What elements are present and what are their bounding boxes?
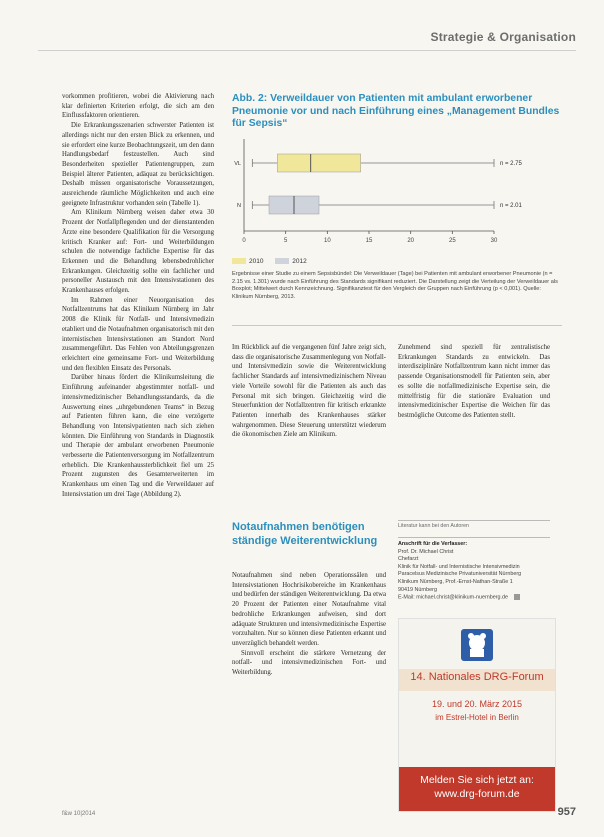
author-line: 90419 Nürnberg bbox=[398, 586, 437, 593]
page-number: 957 bbox=[557, 806, 576, 818]
drg-forum-advertisement[interactable] bbox=[398, 618, 556, 812]
author-line: Klinik für Notfall- und Internistische Intensivmedizin bbox=[398, 563, 520, 570]
ad-date: 19. und 20. März 2015 bbox=[431, 699, 523, 709]
x-tick-label: 20 bbox=[407, 238, 415, 244]
issue-label: f&w 10|2014 bbox=[62, 811, 96, 817]
section-heading: Notaufnahmen benötigen ständige Weiterentwicklung bbox=[232, 521, 378, 547]
paragraph: Am Klinikum Nürnberg weisen daher etwa 30 Prozent der Notfallpflegenden und der dienstantenden Ärzte eine besondere Qualifikation für die Versorgung kritisch Kranker auf: Fort- und Weiterbildungen schulen die notwendige fachliche Expertise für das Erkennen und die Behandlung lebensbedrohlicher Erkrankungen. Gleichzeitig sollte ein fachlicher und personeller Austausch mit den Intensivstationen des Krankenhauses erfolgen. bbox=[62, 209, 214, 295]
n-label: n = 2.01 bbox=[500, 203, 522, 209]
legend-item-2010 bbox=[232, 258, 263, 265]
series-label: N bbox=[237, 203, 241, 209]
author-line: Prof. Dr. Michael Christ bbox=[398, 548, 454, 555]
figure-label: Abb. 2: bbox=[232, 93, 268, 104]
author-email[interactable]: E-Mail: michael.christ@klinikum-nuernberg.de bbox=[398, 594, 550, 602]
paragraph: Sinnvoll erscheint die stärkere Vernetzung der notfall- und intensivmedizinischen Fort- und Weiterbildung. bbox=[232, 649, 386, 677]
figure-title-text: Verweildauer von Patienten mit ambulant erworbener Pneumonie vor und nach Einführung eines „Management Bundles für Sepsis“ bbox=[232, 93, 560, 130]
paragraph: Im Rahmen einer Neuorganisation des Notfallzentrums hat das Klinikum Nürnberg im Jahr 2008 die Klinik für Notfall- und Intensivmedizin etabliert und die Notaufnahmen organisatorisch mit den internistischen Intensivstationen am Standort Nord zusammengeführt. Das Fehlen von Abteilungsgrenzen erleichtert eine gemeinsame Fort- und Weiterbildung und den flexiblen Einsatz des Personals. bbox=[62, 296, 214, 372]
n-label: n = 2.75 bbox=[500, 161, 522, 167]
author-box bbox=[398, 537, 550, 602]
author-line: Klinikum Nürnberg, Prof.-Ernst-Nathan-Straße 1 bbox=[398, 578, 513, 585]
legend-label: 2010 bbox=[249, 258, 264, 265]
figure-divider bbox=[232, 325, 562, 326]
header-divider bbox=[38, 50, 576, 51]
x-tick-label: 30 bbox=[490, 238, 498, 244]
chart-legend bbox=[232, 258, 317, 265]
paragraph: Notaufnahmen sind neben Operationssälen und Intensivstationen Hochrisikobereiche im Krankenhaus und bedürfen der ständigen Weiterentwicklung. Da etwa 20 Prozent der Patienten einer Notaufnahme vital bedrohliche Erkrankungen aufweisen, sind dort adäquate Strukturen und intensivmedizinische Expertise vorzuhalten. Nur so können diese Patienten erkannt und unverzüglich behandelt werden. bbox=[232, 572, 386, 647]
article-column-middle-lower bbox=[232, 571, 386, 678]
literature-note: Literatur kann bei den Autoren bbox=[398, 520, 550, 531]
paragraph: Zunehmend sind speziell für zentralistische Erkrankungen Standards zu entwickeln. Das interdisziplinäre Notfallzentrum kann nicht immer das passende Organisationsmodell für Patienten sein, aber es sollte die notfallmedizinische Expertise sein, die mittelfristig für die stationäre Evaluation und intensivmedizinischer Expertise die Weichen für das bestmögliche Outcome des Patienten stellt. bbox=[398, 344, 550, 419]
legend-item-2012 bbox=[275, 258, 306, 265]
figure-caption: Ergebnisse einer Studie zu einem Sepsisbündel: Die Verweildauer (Tage) bei Patienten mit ambulant erworbener Pneumonie (n = 2.15 vs. 1.301) wurde nach Einführung des Standards signifikant reduziert. Die Darstellung zeigt die Verteilung der Verweildauer als Boxplot; Mittelwert durch Kennzeichnung. Signifikanztest für den Vergleich der Gruppen nach Einführung (p < 0,001). Quelle: Klinikum Nürnberg, 2013. bbox=[232, 271, 558, 300]
author-line: Paracelsus Medizinische Privatuniversität Nürnberg bbox=[398, 571, 522, 578]
x-tick-label: 10 bbox=[323, 238, 331, 244]
article-column-right bbox=[398, 343, 550, 421]
cta-url[interactable]: www.drg-forum.de bbox=[434, 788, 520, 800]
bear-logo-icon bbox=[457, 627, 497, 663]
x-tick-label: 5 bbox=[283, 238, 288, 244]
author-line: Chefarzt bbox=[398, 556, 419, 563]
ad-title: 14. Nationales DRG-Forum bbox=[410, 671, 544, 683]
author-label: Anschrift für die Verfasser: bbox=[398, 541, 468, 547]
ad-venue: im Estrel-Hotel in Berlin bbox=[435, 713, 519, 722]
figure-title bbox=[232, 93, 572, 131]
paragraph: Im Rückblick auf die vergangenen fünf Jahre zeigt sich, dass die organisatorische Zusammenlegung von Notfall- und Intensivmedizin sowie die Weiterentwicklung fachlicher Standards auf intensivmedizinischem Niveau viele Vorteile sowohl für die Patienten als auch das Personal mit sich bringen. Gleichzeitig wird die Steuerfunktion der Notfallzentren für kritisch erkrankte Patienten innerhalb des Krankenhauses stärker wahrgenommen. Diese Steuerung unterstützt wiederum die ökonomischen Ziele am Klinikum. bbox=[232, 344, 386, 439]
register-button[interactable] bbox=[399, 767, 555, 811]
series-label: VL bbox=[234, 161, 241, 167]
paragraph: Darüber hinaus fördert die Klinikumsleitung die Einführung aufeinander abgestimmter notfall- und intensivmedizinischer Behandlungsstandards, da die Auswertung eines „uhrgebundenen Teams“ in Bezug auf Patienten führen kann, die eine verzögerte Behandlung von Intensivpatienten nach sich ziehen könnten. Die Einführung von Standards in Diagnostik und Therapie der ambulant erworbenen Pneumonie verbesserte die Patientenversorgung im Notfallzentrum erheblich. Die Krankenhaussterblichkeit fiel um 25 Prozent zugunsten des Gesamterweiterten im Krankenhaus um einen Tag und die Verweildauer auf Intensivstation um drei Tage (Abbildung 2). bbox=[62, 374, 214, 498]
legend-swatch bbox=[232, 258, 246, 264]
x-tick-label: 15 bbox=[365, 238, 373, 244]
legend-swatch bbox=[275, 258, 289, 264]
legend-label: 2012 bbox=[292, 258, 307, 265]
x-tick-label: 25 bbox=[448, 238, 456, 244]
boxplot-chart bbox=[232, 135, 562, 255]
article-column-middle bbox=[232, 343, 386, 440]
cta-line: Melden Sie sich jetzt an: bbox=[420, 774, 534, 786]
box bbox=[277, 154, 360, 172]
x-tick-label: 0 bbox=[242, 238, 246, 244]
paragraph: Die Erkrankungsszenarien schwerster Patienten ist allerdings nicht nur den ersten Blick zu erkennen, und sie erfordert eine kurze Beobachtungszeit, um den dann Handlungsbedarf festzustellen. Auch sind Besonderheiten spezieller Patientengruppen, zum Beispiel älterer Patienten, adäquat zu berücksichtigen. Deshalb müssen organisatorische Voraussetzungen, ausreichende räumliche Möglichkeiten und auch eine geeignete Infrastruktur vorhanden sein (Tabelle 1). bbox=[62, 122, 214, 207]
end-mark-icon bbox=[514, 594, 520, 600]
section-title: Strategie & Organisation bbox=[430, 30, 576, 44]
article-column-left bbox=[62, 92, 214, 500]
paragraph: vorkommen profitieren, wobei die Aktivierung nach klar definierten Kriterien erfolgt, die sich am den Einflussfaktoren orientieren. bbox=[62, 93, 214, 120]
